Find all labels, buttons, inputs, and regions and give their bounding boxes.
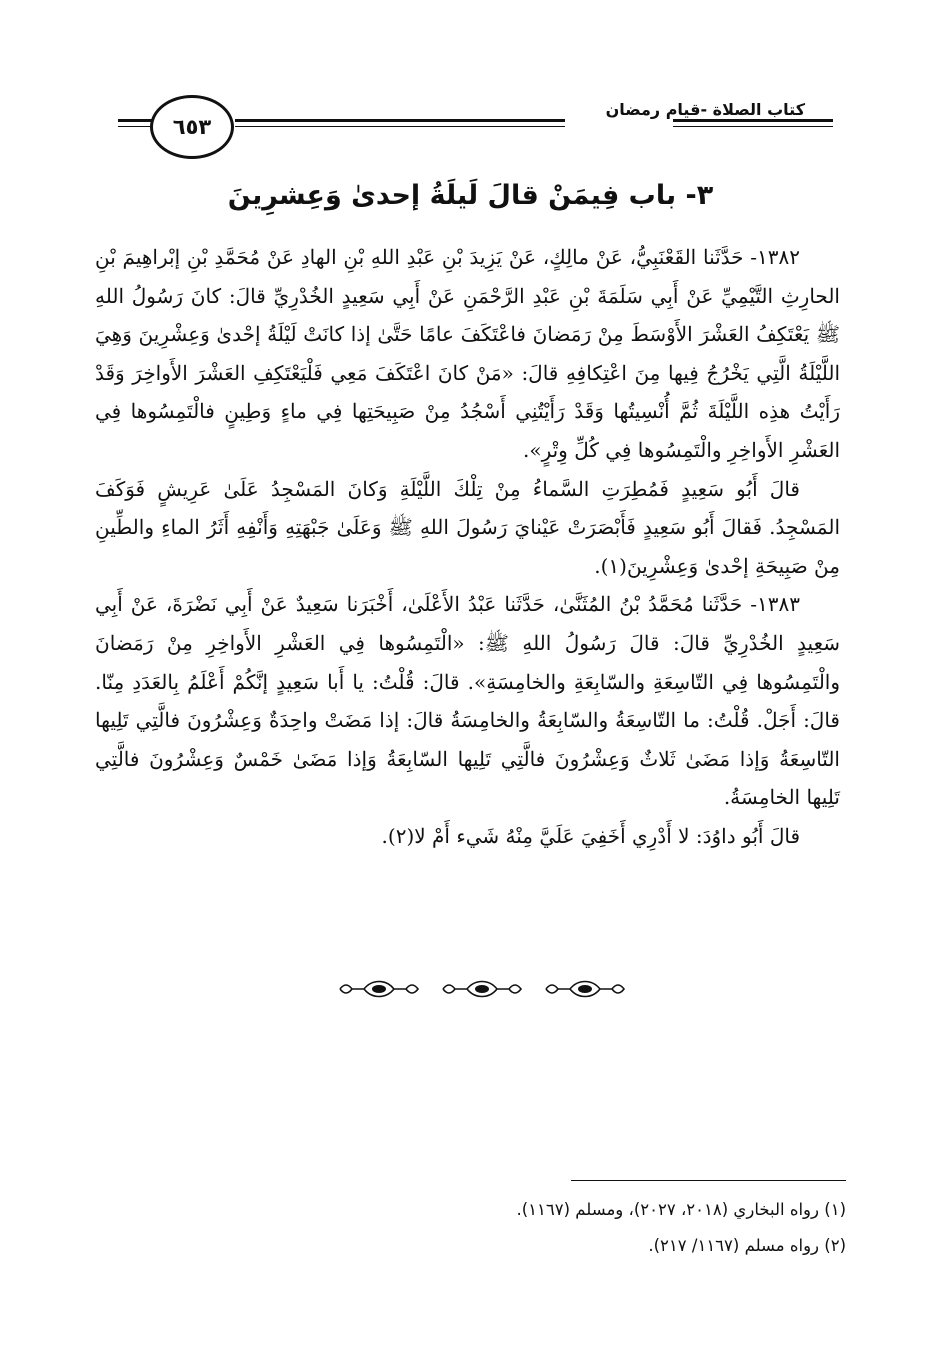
header-rule — [118, 126, 152, 127]
paragraph-hadith-1382: ١٣٨٢- حَدَّثَنا القَعْنَبِيُّ، عَنْ مالِكٍ، عَنْ يَزِيدَ بْنِ عَبْدِ اللهِ بْنِ الهادِ عَنْ مُحَمَّدِ بْنِ إبْراهِيمَ بْنِ الحارِثِ التَّيْمِيِّ عَنْ أَبِي سَلَمَةَ بْنِ عَبْدِ الرَّحْمَنِ عَنْ أَبِي سَعِيدٍ الخُدْرِيِّ قالَ: كانَ رَسُولُ اللهِ ﷺ يَعْتَكِفُ العَشْرَ الأَوْسَطَ مِنْ رَمَضانَ فاعْتَكَفَ عامًا حَتَّىٰ إذا كانَتْ لَيْلَةُ إحْدىٰ وَعِشْرِينَ وَهِيَ اللَّيْلَةُ الَّتِي يَخْرُجُ فِيها مِنَ اعْتِكافِهِ قالَ: «مَنْ كانَ اعْتَكَفَ مَعِي فَلْيَعْتَكِفِ العَشْرَ الأَواخِرَ وَقَدْ رَأَيْتُ هذِه اللَّيْلَةَ ثُمَّ أُنْسِيتُها وَقَدْ رَأَيْتُنِي أَسْجُدُ مِنْ صَبِيحَتِها فِي ماءٍ وَطِينٍ فالْتَمِسُوها فِي العَشْرِ الأَواخِرِ والْتَمِسُوها فِي كُلِّ وِتْرٍ». — [95, 245, 840, 462]
footnote-separator — [571, 1180, 846, 1181]
header-rule — [235, 126, 565, 127]
page-number-badge — [150, 95, 234, 159]
header-rule — [673, 119, 833, 122]
header-rule — [673, 126, 833, 127]
section-divider-ornament — [335, 975, 635, 1003]
running-title: كتاب الصلاة -قيام رمضان — [600, 100, 811, 119]
main-text — [95, 238, 840, 856]
page-header — [118, 95, 833, 157]
paragraph-hadith-1383: ١٣٨٣- حَدَّثَنا مُحَمَّدُ بْنُ المُثَنَّىٰ، حَدَّثَنا عَبْدُ الأَعْلَىٰ، أَخْبَرَنا سَعِيدٌ عَنْ أَبِي نَضْرَةَ، عَنْ أَبِي سَعِيدٍ الخُدْرِيِّ قالَ: قالَ رَسُولُ اللهِ ﷺ: «الْتَمِسُوها فِي العَشْرِ الأَواخِرِ مِنْ رَمَضانَ والْتَمِسُوها فِي التّاسِعَةِ والسّابِعَةِ والخامِسَةِ». قالَ: قُلْتُ: يا أَبا سَعِيدٍ إنَّكُمْ أَعْلَمُ بِالعَدَدِ مِنّا. قالَ: أَجَلْ. قُلْتُ: ما التّاسِعَةُ والسّابِعَةُ والخامِسَةُ قالَ: إذا مَضَتْ واحِدَةٌ وَعِشْرُونَ فالَّتِي تَلِيها التّاسِعَةُ وَإذا مَضَىٰ ثَلاثٌ وَعِشْرُونَ فالَّتِي تَلِيها السّابِعَةُ وَإذا مَضَىٰ خَمْسٌ وَعِشْرُونَ فالَّتِي تَلِيها الخامِسَةُ. — [95, 592, 840, 810]
page-number: ٦٥٣ — [172, 115, 212, 139]
header-rule — [235, 119, 565, 122]
paragraph-abu-said-remark: قالَ أَبُو سَعِيدٍ فَمُطِرَتِ السَّماءُ مِنْ تِلْكَ اللَّيْلَةِ وَكانَ المَسْجِدُ عَلَىٰ عَرِيشٍ فَوَكَفَ المَسْجِدُ. فَقالَ أَبُو سَعِيدٍ فَأَبْصَرَتْ عَيْنايَ رَسُولَ اللهِ ﷺ وَعَلَىٰ جَبْهَتِهِ وَأَنْفِهِ أَثَرُ الماءِ والطِّينِ مِنْ صَبِيحَةِ إحْدىٰ وَعِشْرِينَ(١). — [95, 476, 840, 578]
paragraph-abu-dawud-remark: قالَ أَبُو داوُدَ: لا أَدْرِي أَخَفِيَ عَلَيَّ مِنْهُ شَيء أَمْ لا(٢). — [381, 823, 800, 848]
chapter-title: ٣- باب فِيمَنْ قالَ لَيلَةُ إحدىٰ وَعِشرِينَ — [227, 180, 714, 211]
footnotes — [95, 1192, 846, 1264]
footnote-2: (٢) رواه مسلم (١١٦٧/ ٢١٧). — [648, 1236, 846, 1255]
footnote-1: (١) رواه البخاري (٢٠١٨، ٢٠٢٧)، ومسلم (١١٦٧). — [516, 1200, 846, 1219]
header-rule — [118, 119, 152, 122]
